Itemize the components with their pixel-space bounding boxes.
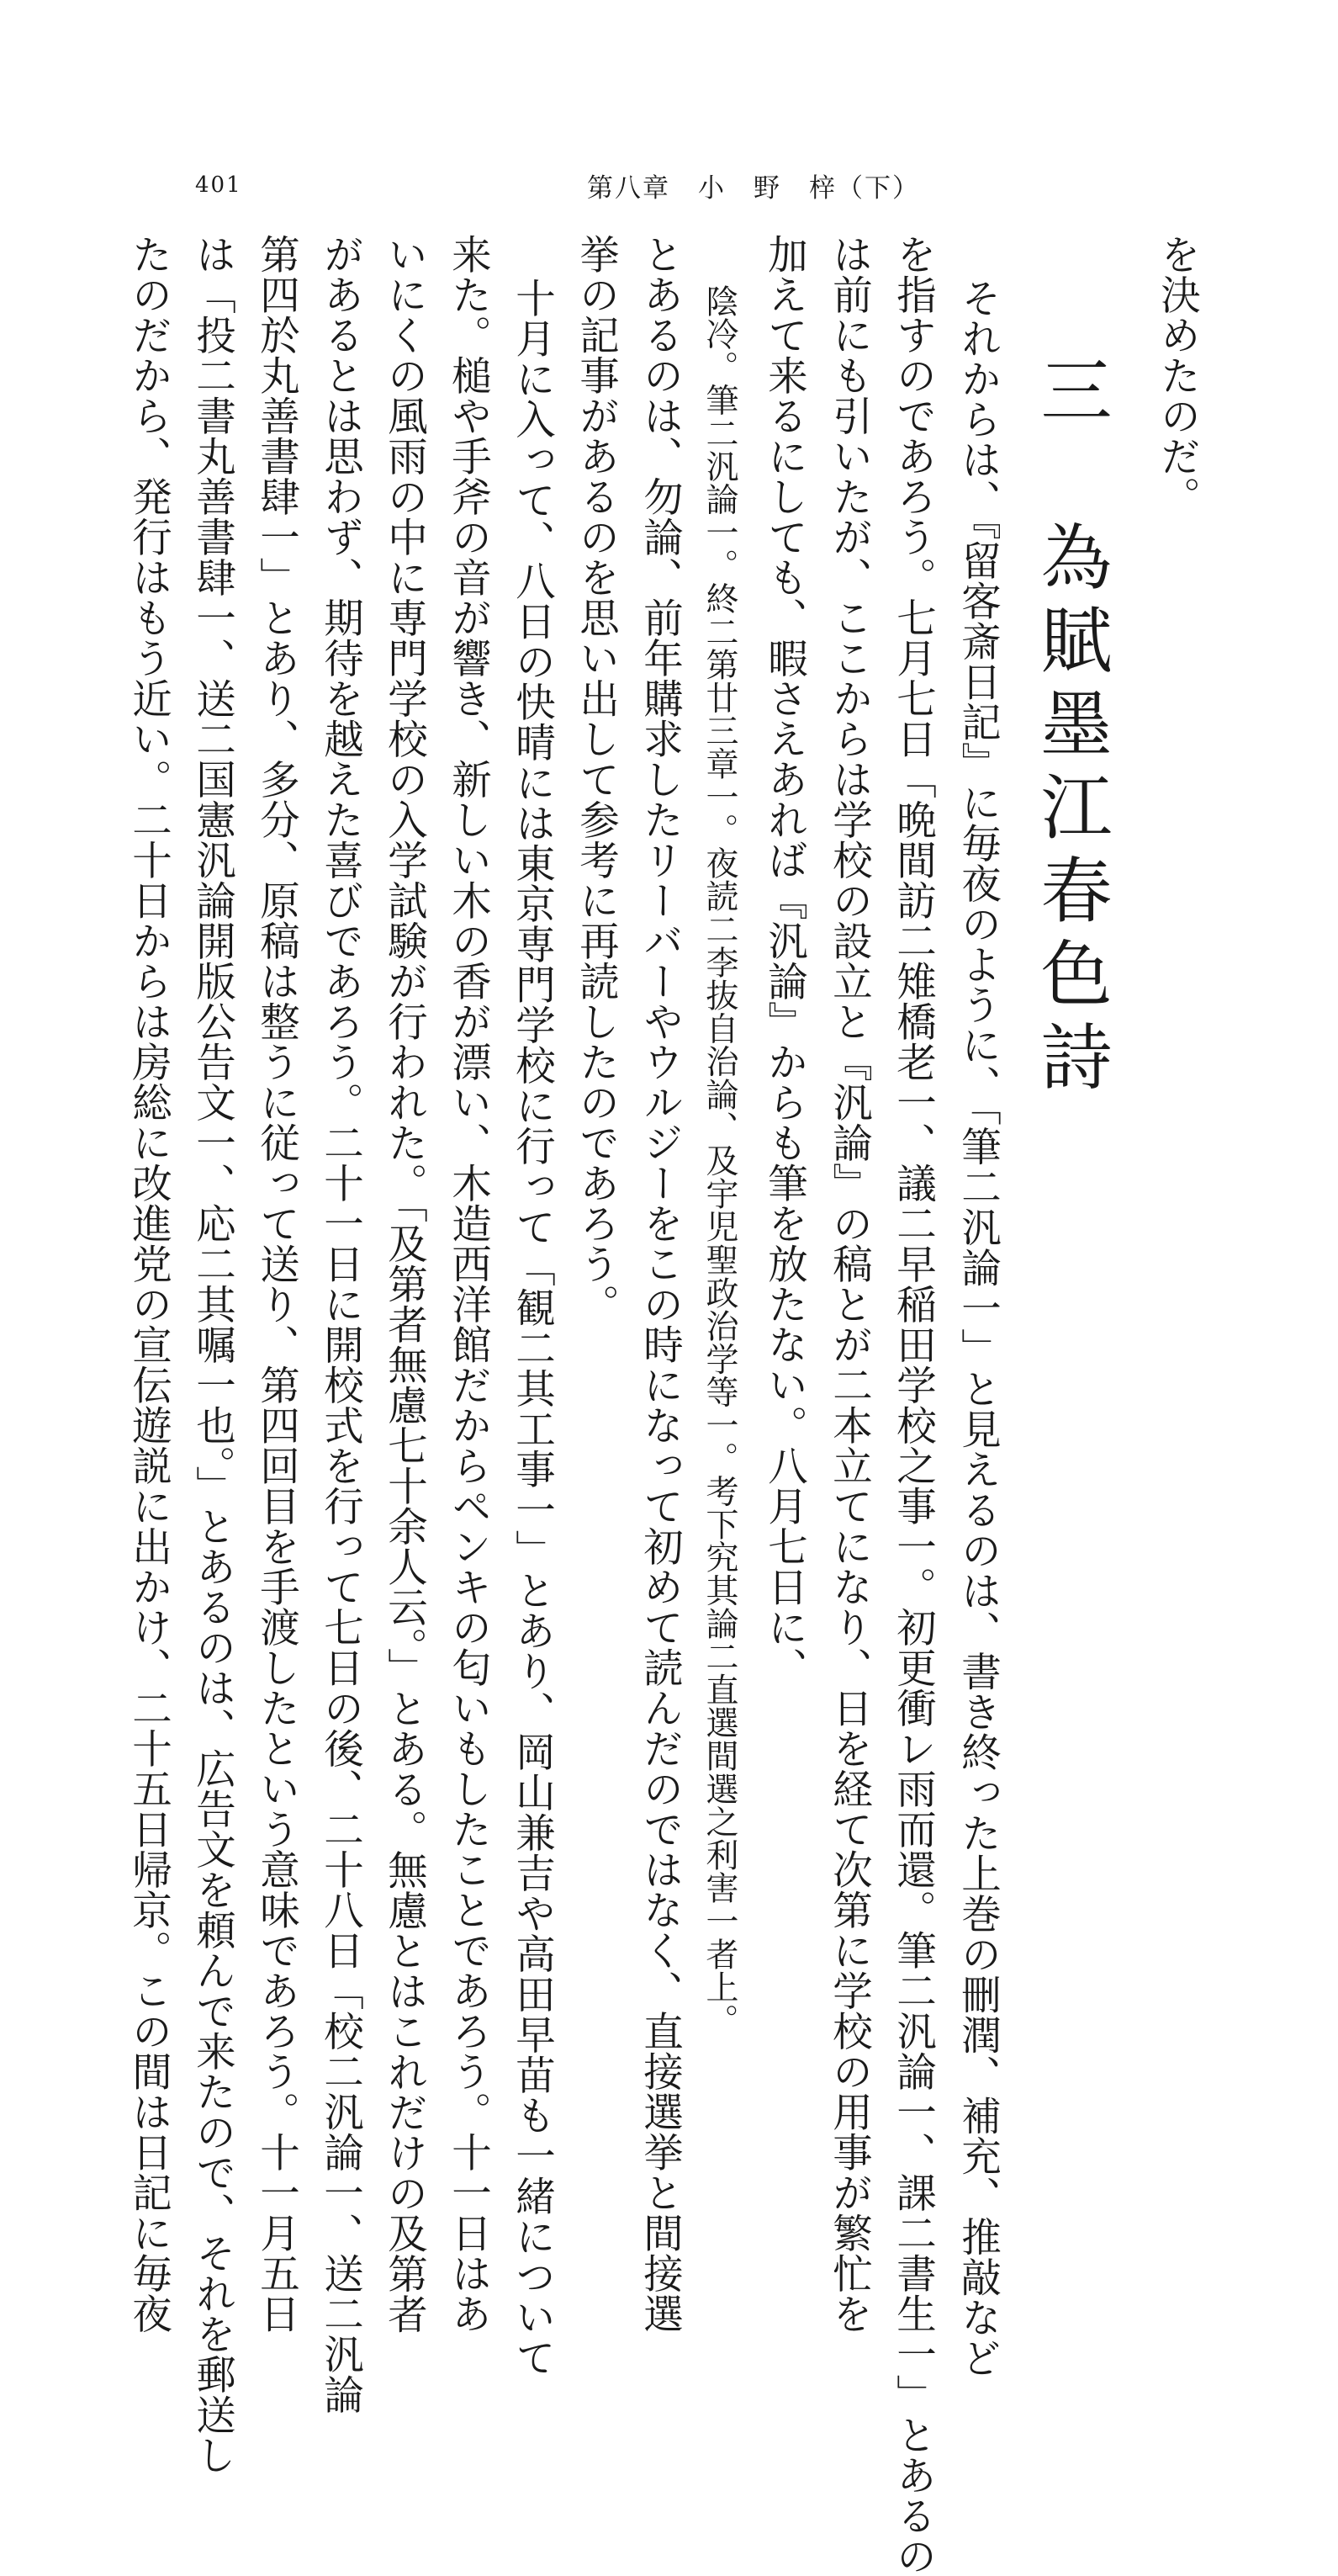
text-line: いにくの風雨の中に専門学校の入学試験が行われた。「及第者無慮七十余人云。」とある。無慮とはこれだけの及第者 [380, 234, 427, 2335]
section-heading: 三 為賦墨江春色詩 [1029, 353, 1112, 1103]
text-line: とあるのは、勿論、前年購求したリーバーやウルジーをこの時になって初めて読んだのではなく、直接選挙と間接選 [636, 234, 683, 2334]
text-line: 第四於丸善書肆一」とあり、多分、原稿は整うに従って送り、第四回目を手渡したという意味であろう。十一月五日 [252, 234, 299, 2334]
text-line: 加えて来るにしても、暇さえあれば『汎論』からも筆を放たない。八月七日に、 [760, 234, 807, 1688]
text-line: を決めたのだ。 [1153, 234, 1200, 517]
text-line: は前にも引いたが、ここからは学校の設立と『汎論』の稿とが二本立てになり、日を経て次第に学校の用事が繁忙を [825, 234, 872, 2334]
text-line: たのだから、発行はもう近い。二十日からは房総に改進党の宣伝遊説に出かけ、二十五日帰京。この間は日記に毎夜 [124, 234, 172, 2334]
text-line: 挙の記事があるのを思い出して参考に再読したのであろう。 [572, 234, 619, 1324]
quoted-diary-line: 陰冷。筆二汎論一。終二第廿三章一。夜読二李抜自治論、及宇児聖政治学等一。考下究其論二直選間選之利害一者上。 [701, 284, 738, 2037]
text-line: 来た。槌や手斧の音が響き、新しい木の香が漂い、木造西洋館だからペンキの匂いもしたことであろう。十一日はあ [444, 234, 491, 2334]
running-header: 第八章 小 野 梓（下） [587, 173, 920, 204]
text-line: それからは、『留客斎日記』に毎夜のように、「筆二汎論一」と見えるのは、書き終った上巻の刪潤、補充、推敲など [954, 278, 1001, 2378]
text-line: 十月に入って、八日の快晴には東京専門学校に行って「観二其工事一」とあり、岡山兼吉や高田早苗も一緒について [508, 278, 555, 2377]
text-line: は「投二書丸善書肆一、送二国憲汎論開版公告文一、応二其嘱一也。」とあるのは、広告文を頼んで来たので、それを郵送し [188, 234, 235, 2476]
page-number: 401 [195, 172, 242, 198]
text-line: を指すのであろう。七月七日「晩間訪二雉橋老一、議二早稲田学校之事一。初更衝レ雨而還。筆二汎論一、課二書生一」とあるの [889, 234, 936, 2576]
text-line: があるとは思わず、期待を越えた喜びであろう。二十一日に開校式を行って七日の後、二十八日「校二汎論一、送二汎論 [316, 234, 363, 2414]
